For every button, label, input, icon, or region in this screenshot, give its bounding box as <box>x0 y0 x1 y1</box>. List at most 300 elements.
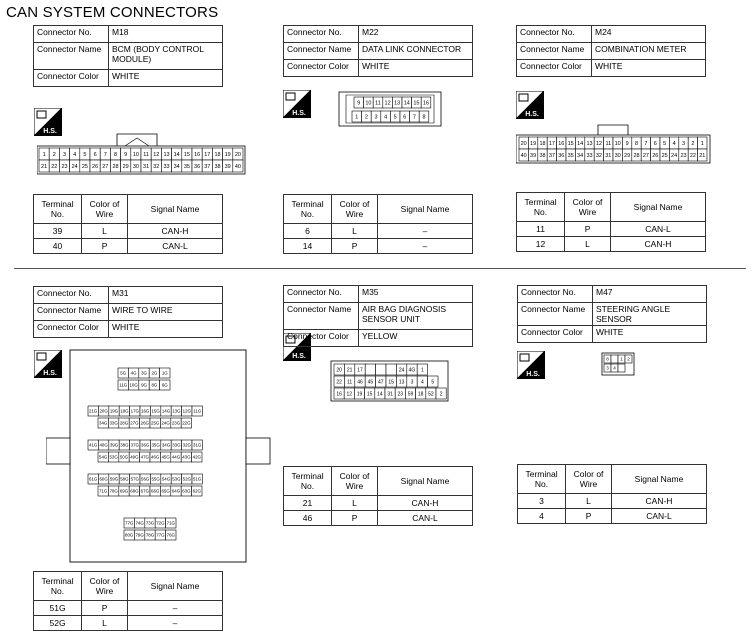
pin-label: 10 <box>132 151 139 158</box>
pin-label: 4 <box>613 365 616 371</box>
pin-label: 14 <box>403 100 410 107</box>
pin-label: 52G <box>182 476 191 482</box>
pin-label: 15 <box>183 151 190 158</box>
pin-label: 14 <box>173 151 180 158</box>
pin-label: 17 <box>357 367 363 374</box>
pin-label: 16 <box>194 151 201 158</box>
pin-label: 13 <box>398 379 405 386</box>
pin-label: 1 <box>42 151 46 158</box>
label-connector-name: Connector Name <box>517 43 592 60</box>
pin-label: 73G <box>145 520 155 526</box>
header-signal-name: Signal Name <box>128 195 223 224</box>
pin-label: 33G <box>172 442 181 448</box>
connector-name-value: COMBINATION METER <box>592 43 706 60</box>
header-signal-name: Signal Name <box>378 467 473 496</box>
pin-label: 22 <box>336 379 342 386</box>
pin-label: 22 <box>51 163 58 170</box>
header-color-of-wire: Color of Wire <box>566 465 612 494</box>
pin-label: 19 <box>530 140 537 147</box>
pin-cell <box>611 355 618 363</box>
pin-label: 11 <box>143 151 149 158</box>
connector-info-m31 <box>33 286 223 338</box>
pin-label: 34 <box>577 152 584 159</box>
table-row: 52G L – <box>34 616 223 631</box>
pin-label: 5 <box>393 114 397 121</box>
pin-label: 46 <box>357 379 363 386</box>
pin-label: 39 <box>224 163 231 170</box>
connector-no-value: M24 <box>592 26 706 43</box>
pin-label: 27G <box>130 420 139 426</box>
pin-label: 26 <box>92 163 99 170</box>
pin-label: 15 <box>388 379 394 386</box>
header-signal-name: Signal Name <box>378 195 473 224</box>
pin-label: 26G <box>140 420 149 426</box>
hs-text: H.S. <box>43 128 57 135</box>
pin-label: 16 <box>422 100 430 107</box>
pin-label: 25 <box>81 163 88 170</box>
pin-label: 6 <box>93 151 97 158</box>
pin-label: 41G <box>89 442 98 448</box>
connector-no-value: M22 <box>359 26 473 43</box>
pin-label: 59G <box>109 476 119 482</box>
pin-label: 39G <box>109 442 119 448</box>
connector-info-m35 <box>283 285 473 347</box>
pin-label: 21G <box>89 408 98 414</box>
pin-label: 50G <box>119 454 129 460</box>
pin-label: 15 <box>567 140 574 147</box>
pin-label: 35 <box>183 163 190 170</box>
header-signal-name: Signal Name <box>128 572 223 601</box>
pin-label: 53G <box>172 476 181 482</box>
table-row: 46 P CAN-L <box>284 511 473 526</box>
pin-label: 16 <box>336 391 342 398</box>
pin-label: 44G <box>171 454 181 460</box>
header-signal-name: Signal Name <box>611 193 706 222</box>
pin-label: 8G <box>151 382 158 388</box>
pin-label: 52 <box>428 391 434 398</box>
pin-label: 78G <box>145 532 155 538</box>
pin-label: 2 <box>364 114 368 121</box>
pin-label: 18G <box>120 408 129 414</box>
pin-label: 19 <box>356 391 363 398</box>
pin-label: 64G <box>171 488 181 494</box>
pin-label: 37 <box>204 163 211 170</box>
pin-label: 60G <box>99 476 108 482</box>
pin-label: 33 <box>163 163 170 170</box>
pin-label: 5 <box>431 379 435 386</box>
pin-label: 2 <box>691 140 695 147</box>
pin-label: 16 <box>558 140 565 147</box>
table-row: 21 L CAN-H <box>284 496 473 511</box>
label-connector-color: Connector Color <box>284 330 359 347</box>
pin-label: 14 <box>577 140 584 147</box>
pin-label: 10 <box>365 100 372 107</box>
pin-label: 19G <box>109 408 119 414</box>
pin-label: 20 <box>520 140 527 147</box>
pin-label: 1 <box>421 367 424 374</box>
pin-label: 31 <box>387 391 393 398</box>
pin-label: 8 <box>113 151 118 158</box>
pin-label: 74G <box>135 520 144 526</box>
header-terminal-no: Terminal No. <box>517 193 565 222</box>
pin-label: 4 <box>73 151 77 158</box>
pin-label: 4G <box>130 370 137 376</box>
pin-label: 36 <box>194 163 201 170</box>
pin-label: 13 <box>586 140 593 147</box>
pin-label: 6 <box>403 114 407 121</box>
pin-label: 38G <box>120 442 129 448</box>
connector-color-value: WHITE <box>109 321 223 338</box>
table-row: 51G P – <box>34 601 223 616</box>
pin-cell <box>376 364 386 375</box>
header-terminal-no: Terminal No. <box>284 195 332 224</box>
pin-label: 38 <box>214 163 221 170</box>
connector-color-value: WHITE <box>592 60 706 77</box>
pin-label: 12G <box>182 408 191 414</box>
pin-label: 34G <box>99 420 108 426</box>
pin-label: 28G <box>119 420 129 426</box>
pin-label: 76G <box>166 532 175 538</box>
table-row: 14 P – <box>284 239 473 254</box>
pin-label: 9 <box>357 100 361 107</box>
pin-label: 22G <box>182 420 191 426</box>
pin-label: 24 <box>398 367 405 374</box>
connector-face-m47 <box>601 352 635 376</box>
connector-color-value: WHITE <box>359 60 473 77</box>
pin-label: 43G <box>182 454 191 460</box>
label-connector-color: Connector Color <box>284 60 359 77</box>
connector-no-value: M31 <box>109 287 223 304</box>
header-terminal-no: Terminal No. <box>34 572 82 601</box>
pin-label: 13 <box>163 151 170 158</box>
header-color-of-wire: Color of Wire <box>565 193 611 222</box>
pin-label: 66G <box>151 488 160 494</box>
label-connector-name: Connector Name <box>284 43 359 60</box>
connector-color-value: YELLOW <box>359 330 473 347</box>
pin-label: 70G <box>109 488 118 494</box>
pin-label: 6 <box>653 140 657 147</box>
pin-label: 29 <box>624 152 631 159</box>
pin-label: 31G <box>193 442 202 448</box>
pin-label: 21 <box>699 152 706 159</box>
connector-info-m24 <box>516 25 706 77</box>
pin-label: 15G <box>151 408 160 414</box>
pin-label: 12 <box>346 391 353 398</box>
pin-cell <box>365 364 375 375</box>
pin-label: 12 <box>153 151 160 158</box>
pin-label: 20G <box>99 408 108 414</box>
pin-label: 11 <box>346 379 353 386</box>
connector-color-value: WHITE <box>109 70 223 87</box>
connector-face-m18 <box>37 130 247 176</box>
label-connector-color: Connector Color <box>34 321 109 338</box>
connector-name-value: BCM (BODY CONTROL MODULE) <box>109 43 223 70</box>
pin-label: 37G <box>130 442 139 448</box>
pin-label: 61G <box>89 476 98 482</box>
pin-label: 26 <box>652 152 659 159</box>
pin-label: 36 <box>558 152 565 159</box>
pin-label: 51G <box>193 476 202 482</box>
terminal-table-m18 <box>33 194 223 254</box>
pin-label: 18 <box>214 151 221 158</box>
pin-label: 32 <box>595 152 602 159</box>
pin-label: 14 <box>377 391 383 398</box>
terminal-table-m31 <box>33 571 223 631</box>
pin-label: 30 <box>132 163 139 170</box>
connector-color-value: WHITE <box>593 326 707 343</box>
pin-label: 45G <box>161 454 170 460</box>
pin-label: 53G <box>109 454 118 460</box>
hs-text: H.S. <box>525 111 539 118</box>
pin-label: 1 <box>355 114 359 121</box>
hs-text: H.S. <box>292 110 306 117</box>
header-terminal-no: Terminal No. <box>34 195 82 224</box>
label-connector-color: Connector Color <box>34 70 109 87</box>
pin-label: 1 <box>620 356 623 362</box>
label-connector-no: Connector No. <box>284 26 359 43</box>
table-row: 6 L – <box>284 224 473 239</box>
pin-label: 5 <box>83 151 87 158</box>
pin-label: 16G <box>141 408 150 414</box>
pin-label: 71G <box>99 488 108 494</box>
pin-label: 6G <box>161 382 168 388</box>
pin-label: 3 <box>681 140 686 147</box>
pin-label: 9G <box>141 382 147 388</box>
connector-info-m18 <box>33 25 223 87</box>
connector-info-m47 <box>517 285 707 343</box>
header-signal-name: Signal Name <box>612 465 707 494</box>
pin-label: 15 <box>366 391 373 398</box>
header-color-of-wire: Color of Wire <box>332 195 378 224</box>
pin-label: 20 <box>234 151 241 158</box>
header-color-of-wire: Color of Wire <box>82 195 128 224</box>
pin-label: 27 <box>642 152 649 159</box>
pin-label: 40G <box>99 442 108 448</box>
pin-label: 72G <box>156 520 165 526</box>
pin-label: 15 <box>413 100 420 107</box>
table-row: 11 P CAN-L <box>517 222 706 237</box>
pin-label: 3 <box>606 365 609 371</box>
pin-label: 25G <box>151 420 160 426</box>
table-row: 40 P CAN-L <box>34 239 223 254</box>
pin-label: 7 <box>103 151 107 158</box>
hs-text: H.S. <box>526 371 540 378</box>
pin-label: 31 <box>605 152 612 159</box>
table-row: 39 L CAN-H <box>34 224 223 239</box>
pin-label: 71G <box>166 520 175 526</box>
pin-label: 47 <box>378 379 384 386</box>
pin-label: 40 <box>520 152 527 159</box>
label-connector-no: Connector No. <box>284 286 359 303</box>
pin-label: 59 <box>407 391 414 398</box>
connector-info-m22 <box>283 25 473 77</box>
pin-label: 56G <box>141 476 150 482</box>
pin-label: 21 <box>346 367 353 374</box>
pin-label: 63G <box>182 488 191 494</box>
connector-name-value: DATA LINK CONNECTOR <box>359 43 473 60</box>
pin-label: 65G <box>161 488 170 494</box>
pin-label: 45 <box>367 379 374 386</box>
label-connector-name: Connector Name <box>34 43 109 70</box>
pin-label: 28 <box>633 152 640 159</box>
pin-label: 5G <box>120 370 127 376</box>
pin-label: 67G <box>140 488 149 494</box>
connector-no-value: M35 <box>359 286 473 303</box>
pin-label: 62G <box>192 488 201 494</box>
pin-label: 13 <box>394 100 401 107</box>
pin-label: 58G <box>120 476 129 482</box>
pin-label: 11 <box>605 140 612 147</box>
connector-face-m24 <box>516 123 712 165</box>
pin-label: 31 <box>143 163 150 170</box>
pin-label: 22 <box>689 152 696 159</box>
pin-label: 32 <box>153 163 160 170</box>
pin-label: 1 <box>700 140 704 147</box>
pin-label: 21 <box>41 163 48 170</box>
pin-label: 17 <box>204 151 211 158</box>
pin-label: 38 <box>539 152 546 159</box>
pin-label: 27 <box>102 163 109 170</box>
harness-side-icon <box>516 91 544 119</box>
table-row: 3 L CAN-H <box>518 494 707 509</box>
pin-label: 40 <box>234 163 241 170</box>
pin-label: 1G <box>161 370 168 376</box>
pin-label: 54G <box>99 454 108 460</box>
pin-label: 4 <box>672 140 676 147</box>
pin-label: 37 <box>548 152 555 159</box>
pin-label: 13G <box>172 408 181 414</box>
connector-face-m22 <box>338 91 442 127</box>
connector-face-m31 <box>46 348 272 564</box>
label-connector-color: Connector Color <box>518 326 593 343</box>
connector-name-value: STEERING ANGLE SENSOR <box>593 303 707 326</box>
pin-label: 11 <box>375 100 381 107</box>
pin-label: 33 <box>586 152 593 159</box>
pin-label: 12 <box>384 100 391 107</box>
pin-label: 3G <box>141 370 147 376</box>
section-divider <box>14 268 746 269</box>
header-color-of-wire: Color of Wire <box>332 467 378 496</box>
pin-label: 28 <box>112 163 119 170</box>
pin-label: 8 <box>634 140 639 147</box>
pin-label: 19 <box>224 151 231 158</box>
pin-label: 23 <box>397 391 404 398</box>
harness-side-icon <box>283 90 311 118</box>
pin-label: 24 <box>71 163 78 170</box>
pin-label: 18 <box>539 140 546 147</box>
table-row: 4 P CAN-L <box>518 509 707 524</box>
pin-label: 11G <box>119 382 128 388</box>
harness-side-icon <box>517 351 545 379</box>
pin-label: 2 <box>627 356 630 362</box>
pin-label: 5 <box>663 140 667 147</box>
hs-text: H.S. <box>43 370 57 377</box>
pin-label: 2G <box>151 370 158 376</box>
pin-label: 30 <box>614 152 621 159</box>
pin-cell <box>386 364 396 375</box>
pin-label: 47G <box>140 454 149 460</box>
pin-label: 55G <box>151 476 160 482</box>
label-connector-name: Connector Name <box>518 303 593 326</box>
pin-label: 29 <box>122 163 129 170</box>
terminal-table-m35 <box>283 466 473 526</box>
connector-name-value: WIRE TO WIRE <box>109 304 223 321</box>
header-terminal-no: Terminal No. <box>518 465 566 494</box>
connector-name-value: AIR BAG DIAGNOSIS SENSOR UNIT <box>359 303 473 330</box>
connector-no-value: M47 <box>593 286 707 303</box>
pin-label: 3 <box>62 151 67 158</box>
pin-label: 9 <box>124 151 128 158</box>
header-terminal-no: Terminal No. <box>284 467 332 496</box>
pin-label: 18 <box>417 391 424 398</box>
pin-label: 7 <box>412 114 416 121</box>
pin-label: 33G <box>109 420 118 426</box>
pin-label: 8 <box>606 356 609 362</box>
pin-label: 49G <box>130 454 139 460</box>
pin-label: 35G <box>151 442 160 448</box>
header-color-of-wire: Color of Wire <box>82 572 128 601</box>
pin-label: 10G <box>129 382 138 388</box>
pin-label: 10 <box>614 140 621 147</box>
pin-cell <box>618 364 625 372</box>
pin-label: 9 <box>625 140 629 147</box>
label-connector-name: Connector Name <box>34 304 109 321</box>
pin-label: 42G <box>192 454 201 460</box>
label-connector-no: Connector No. <box>34 287 109 304</box>
connector-face-m35 <box>330 360 450 404</box>
table-row: 12 L CAN-H <box>517 237 706 252</box>
connector-no-value: M18 <box>109 26 223 43</box>
label-connector-no: Connector No. <box>518 286 593 303</box>
pin-label: 17 <box>548 140 555 147</box>
pin-label: 11G <box>193 408 202 414</box>
pin-label: 54G <box>161 476 171 482</box>
terminal-table-m47 <box>517 464 707 524</box>
pin-label: 79G <box>135 532 144 538</box>
pin-label: 35 <box>567 152 574 159</box>
pin-label: 23 <box>680 152 687 159</box>
pin-label: 23G <box>171 420 181 426</box>
pin-label: 4G <box>408 367 416 374</box>
pin-label: 7 <box>644 140 648 147</box>
pin-label: 25 <box>661 152 668 159</box>
pin-label: 2 <box>439 391 443 398</box>
pin-label: 32G <box>182 442 191 448</box>
label-connector-color: Connector Color <box>517 60 592 77</box>
pin-label: 14G <box>161 408 171 414</box>
pin-label: 69G <box>119 488 129 494</box>
pin-label: 34 <box>173 163 180 170</box>
pin-label: 77G <box>125 520 134 526</box>
pin-label: 57G <box>130 476 139 482</box>
pin-label: 23 <box>61 163 68 170</box>
pin-label: 34G <box>161 442 171 448</box>
pin-label: 4 <box>384 114 388 121</box>
pin-label: 4 <box>421 379 424 386</box>
pin-label: 77G <box>156 532 165 538</box>
pin-label: 68G <box>130 488 139 494</box>
pin-label: 12 <box>595 140 602 147</box>
pin-label: 3 <box>374 114 378 121</box>
pin-label: 24 <box>671 152 678 159</box>
pin-label: 17G <box>130 408 139 414</box>
label-connector-name: Connector Name <box>284 303 359 330</box>
hs-text: H.S. <box>292 353 306 360</box>
pin-label: 3 <box>410 379 414 386</box>
terminal-table-m22 <box>283 194 473 254</box>
pin-label: 2 <box>52 151 56 158</box>
terminal-table-m24 <box>516 192 706 252</box>
